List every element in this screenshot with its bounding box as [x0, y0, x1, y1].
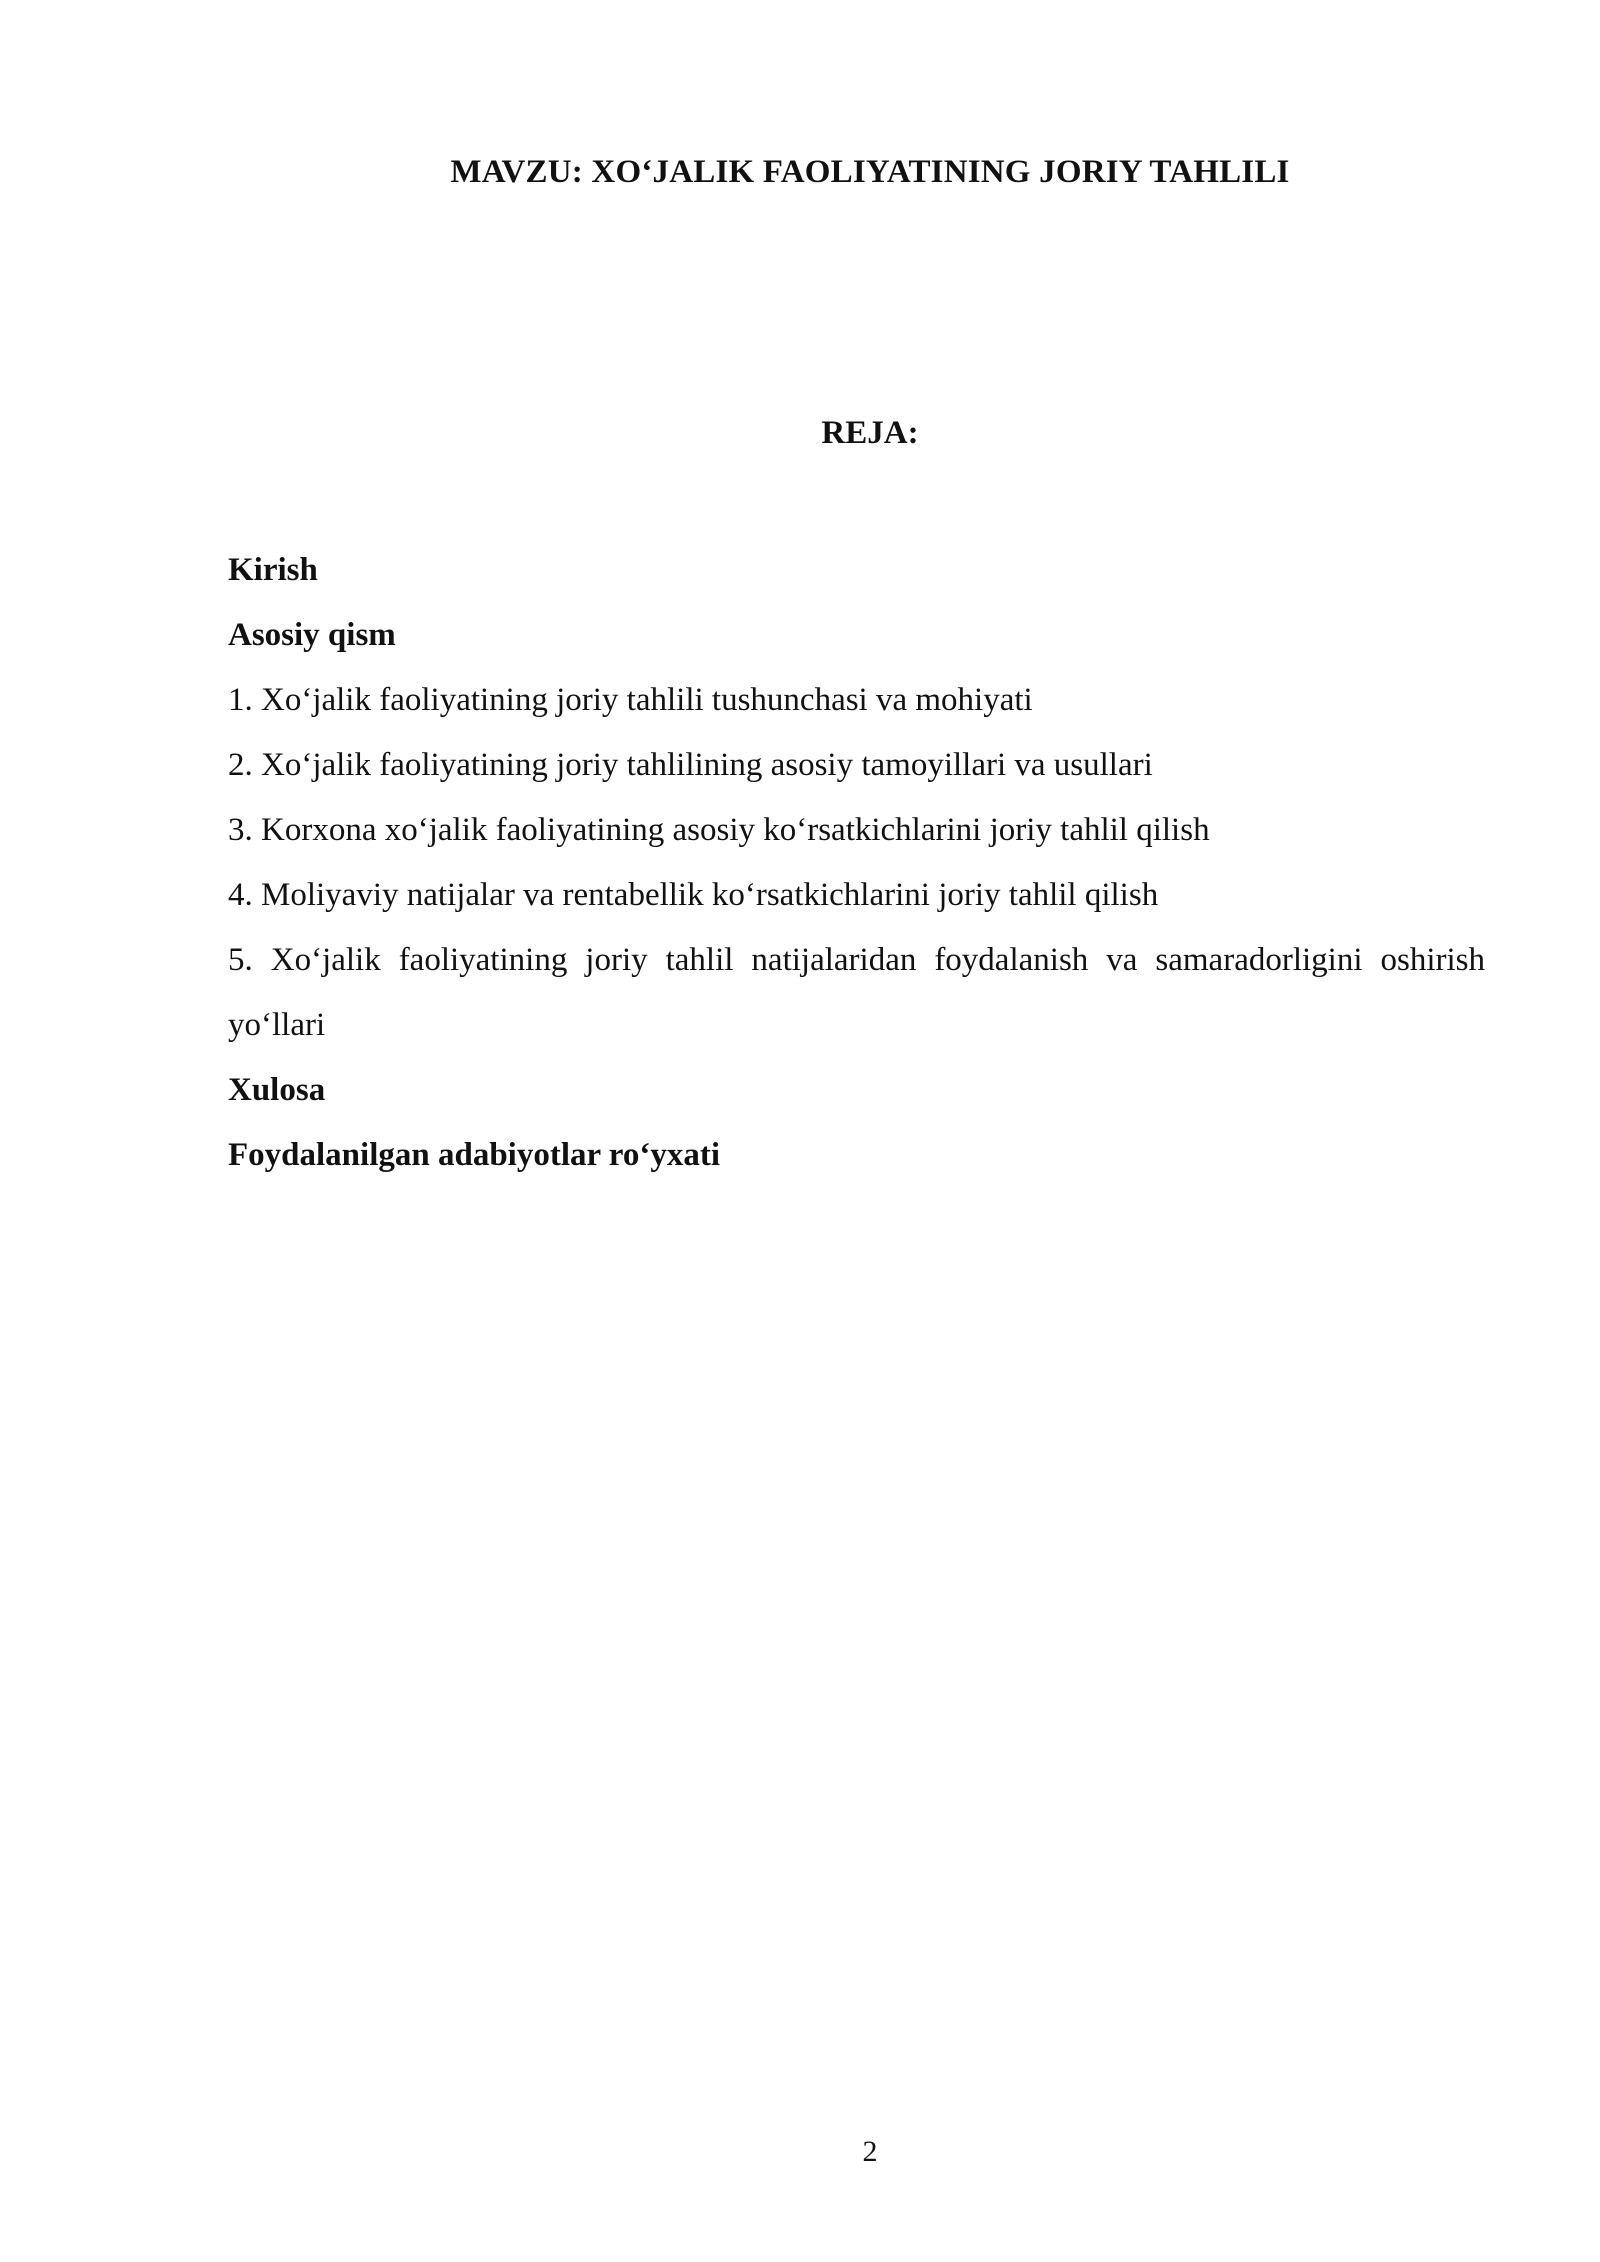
document-title: MAVZU: XO‘JALIK FAOLIYATINING JORIY TAHLILI	[450, 154, 1290, 190]
plan-intro: Kirish	[228, 552, 318, 588]
plan-conclusion: Xulosa	[228, 1072, 326, 1108]
plan-references: Foydalanilgan adabiyotlar ro‘yxati	[228, 1137, 721, 1173]
plan-heading: REJA:	[821, 415, 919, 451]
page-number: 2	[862, 2135, 878, 2168]
plan-item-5: 5. Xo‘jalik faoliyatining joriy tahlil natijalaridan foydalanish va samaradorligini oshirish yo‘llari	[228, 942, 1485, 1043]
plan-item-3: 3. Korxona xo‘jalik faoliyatining asosiy ko‘rsatkichlarini joriy tahlil qilish	[228, 812, 1210, 848]
plan-item-4: 4. Moliyaviy natijalar va rentabellik ko‘rsatkichlarini joriy tahlil qilish	[228, 877, 1159, 913]
plan-list	[228, 538, 1485, 1188]
plan-item-2: 2. Xo‘jalik faoliyatining joriy tahlilining asosiy tamoyillari va usullari	[228, 747, 1153, 783]
plan-main-part: Asosiy qism	[228, 617, 396, 653]
plan-item-1: 1. Xo‘jalik faoliyatining joriy tahlili tushunchasi va mohiyati	[228, 682, 1033, 718]
